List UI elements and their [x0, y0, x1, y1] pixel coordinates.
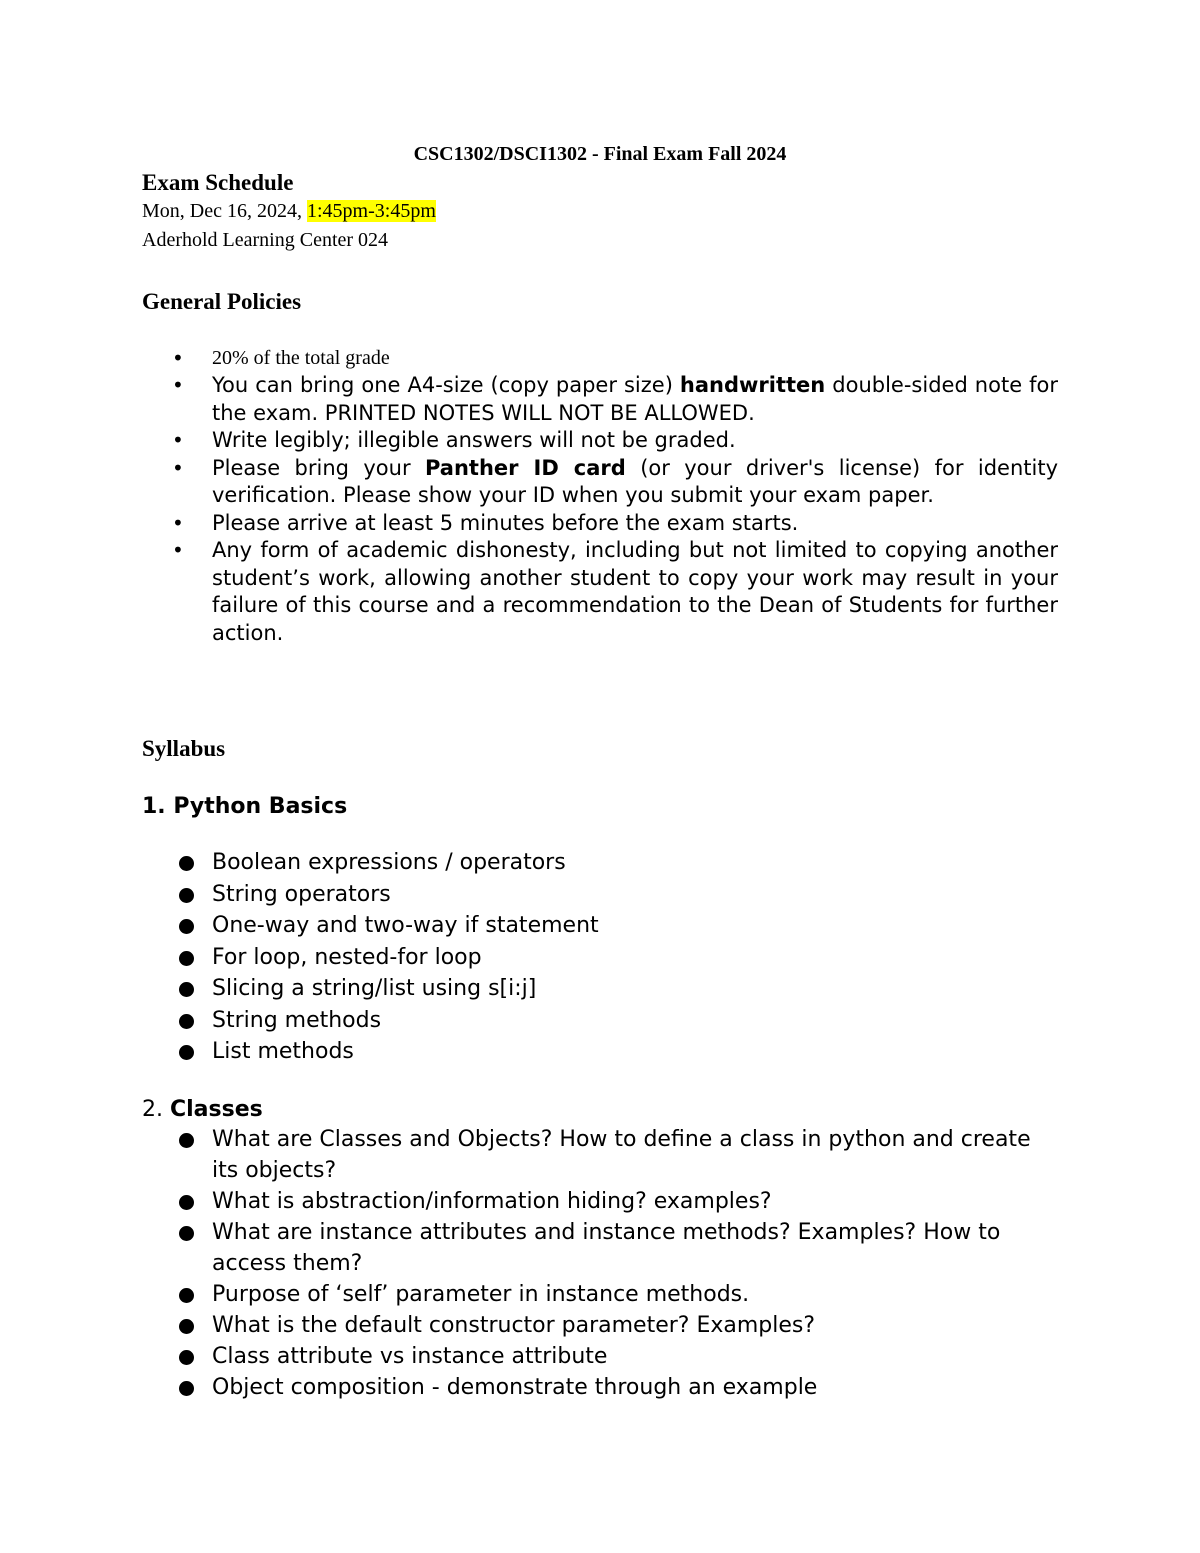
- list-item: Class attribute vs instance attribute: [142, 1341, 1062, 1372]
- policy-bold-text: handwritten: [679, 373, 826, 397]
- policy-text: Please bring your: [212, 455, 425, 480]
- list-item: Object composition - demonstrate through an example: [142, 1372, 1062, 1403]
- section-python-basics-title: 1. Python Basics: [142, 794, 348, 819]
- exam-time-highlighted: 1:45pm-3:45pm: [306, 200, 436, 222]
- list-item: Slicing a string/list using s[i:j]: [142, 973, 1062, 1005]
- policy-item: • 20% of the total grade: [142, 345, 1058, 372]
- exam-date-line: [142, 200, 436, 223]
- python-basics-list: [142, 847, 1062, 1068]
- list-item: Boolean expressions / operators: [142, 847, 1062, 879]
- classes-list: [142, 1124, 1062, 1403]
- exam-date: Mon, Dec 16, 2024,: [142, 200, 307, 222]
- list-item: What are Classes and Objects? How to define a class in python and create its objects?: [142, 1124, 1062, 1186]
- policy-item: • Please arrive at least 5 minutes before the exam starts.: [142, 510, 1058, 538]
- policy-text: You can bring one A4-size (copy paper size): [212, 373, 680, 397]
- section-classes-title: [142, 1097, 263, 1122]
- policy-item: [142, 455, 1058, 510]
- exam-location: Aderhold Learning Center 024: [142, 229, 389, 251]
- policy-bold-text: Panther ID card: [424, 455, 626, 480]
- list-item: What is the default constructor parameter? Examples?: [142, 1310, 1062, 1341]
- list-item: String methods: [142, 1005, 1062, 1037]
- policy-item: • Write legibly; illegible answers will not be graded.: [142, 427, 1058, 455]
- document-title: CSC1302/DSCI1302 - Final Exam Fall 2024: [413, 143, 787, 165]
- syllabus-heading: Syllabus: [142, 736, 226, 761]
- section-title: Classes: [169, 1097, 263, 1122]
- section-number: 2.: [142, 1097, 170, 1122]
- list-item: What are instance attributes and instance methods? Examples? How to access them?: [142, 1217, 1062, 1279]
- list-item: Purpose of ‘self’ parameter in instance methods.: [142, 1279, 1062, 1310]
- list-item: String operators: [142, 879, 1062, 911]
- policy-text: (or your driver's license) for identity verification. Please show your ID when you submit your exam paper.: [212, 455, 1059, 507]
- list-item: What is abstraction/information hiding? examples?: [142, 1186, 1062, 1217]
- exam-schedule-heading: Exam Schedule: [142, 170, 294, 195]
- policies-list: [142, 345, 1058, 647]
- policy-item: [142, 372, 1058, 427]
- list-item: List methods: [142, 1036, 1062, 1068]
- list-item: One-way and two-way if statement: [142, 910, 1062, 942]
- list-item: For loop, nested-for loop: [142, 942, 1062, 974]
- policy-text: double-sided note for the exam. PRINTED NOTES WILL NOT BE ALLOWED.: [212, 373, 1059, 425]
- policy-item: • Any form of academic dishonesty, including but not limited to copying another student’s work, allowing another student to copy your work may result in your failure of this course and a recommendation to the Dean of Students for further action.: [142, 537, 1058, 647]
- general-policies-heading: General Policies: [142, 289, 302, 314]
